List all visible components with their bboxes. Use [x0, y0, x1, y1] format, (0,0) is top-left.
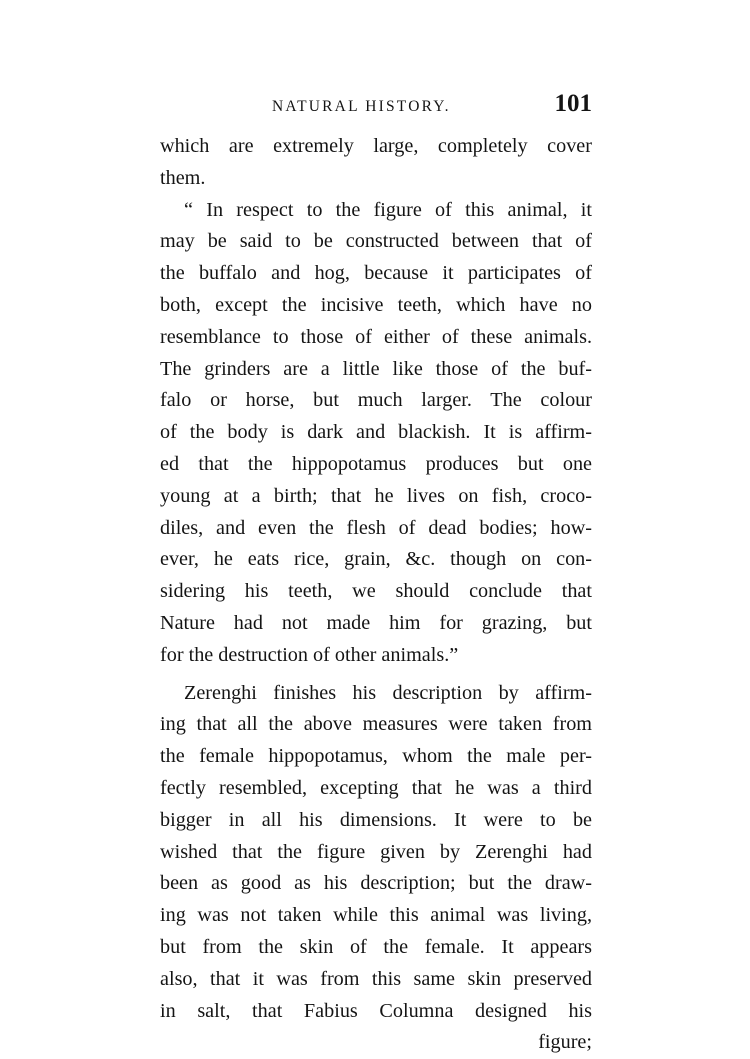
text-line: fectly resembled, excepting that he was a third: [160, 776, 592, 799]
text-line: also, that it was from this same skin preserved: [160, 967, 592, 990]
text-line: both, except the incisive teeth, which have no: [160, 293, 592, 316]
catchword: figure;: [538, 1031, 592, 1054]
text-line: young at a birth; that he lives on fish, croco-: [160, 484, 592, 507]
page-number: 101: [554, 90, 592, 117]
text-line: may be said to be constructed between that of: [160, 230, 592, 253]
text-line: Nature had not made him for grazing, but: [160, 611, 592, 634]
text-line: “ In respect to the figure of this animal, it: [184, 198, 592, 221]
running-head: [160, 92, 592, 126]
running-title: NATURAL HISTORY.: [272, 98, 451, 115]
text-line: diles, and even the flesh of dead bodies; how-: [160, 516, 592, 539]
text-line: of the body is dark and blackish. It is affirm-: [160, 421, 592, 444]
text-line: ever, he eats rice, grain, &c. though on con-: [160, 548, 592, 571]
text-line: falo or horse, but much larger. The colour: [160, 389, 592, 412]
text-line: ed that the hippopotamus produces but one: [160, 452, 592, 475]
text-line: bigger in all his dimensions. It were to be: [160, 808, 592, 831]
text-line: in salt, that Fabius Columna designed his: [160, 999, 592, 1022]
text-line: the female hippopotamus, whom the male per-: [160, 745, 592, 768]
text-line: them.: [160, 166, 206, 189]
text-line: sidering his teeth, we should conclude that: [160, 580, 592, 603]
text-line: resemblance to those of either of these animals.: [160, 325, 592, 348]
text-line: for the destruction of other animals.”: [160, 643, 459, 666]
text-line: which are extremely large, completely cover: [160, 135, 592, 157]
text-line: The grinders are a little like those of the buf-: [160, 357, 592, 380]
body-text: [160, 131, 592, 1059]
text-line: ing was not taken while this animal was living,: [160, 904, 592, 927]
text-line: ing that all the above measures were taken from: [160, 713, 592, 736]
text-line: Zerenghi finishes his description by affirm-: [184, 681, 592, 704]
text-line: wished that the figure given by Zerenghi had: [160, 840, 592, 863]
text-line: been as good as his description; but the draw-: [160, 872, 592, 895]
text-line: but from the skin of the female. It appears: [160, 935, 592, 958]
text-line: the buffalo and hog, because it participates of: [160, 262, 592, 285]
